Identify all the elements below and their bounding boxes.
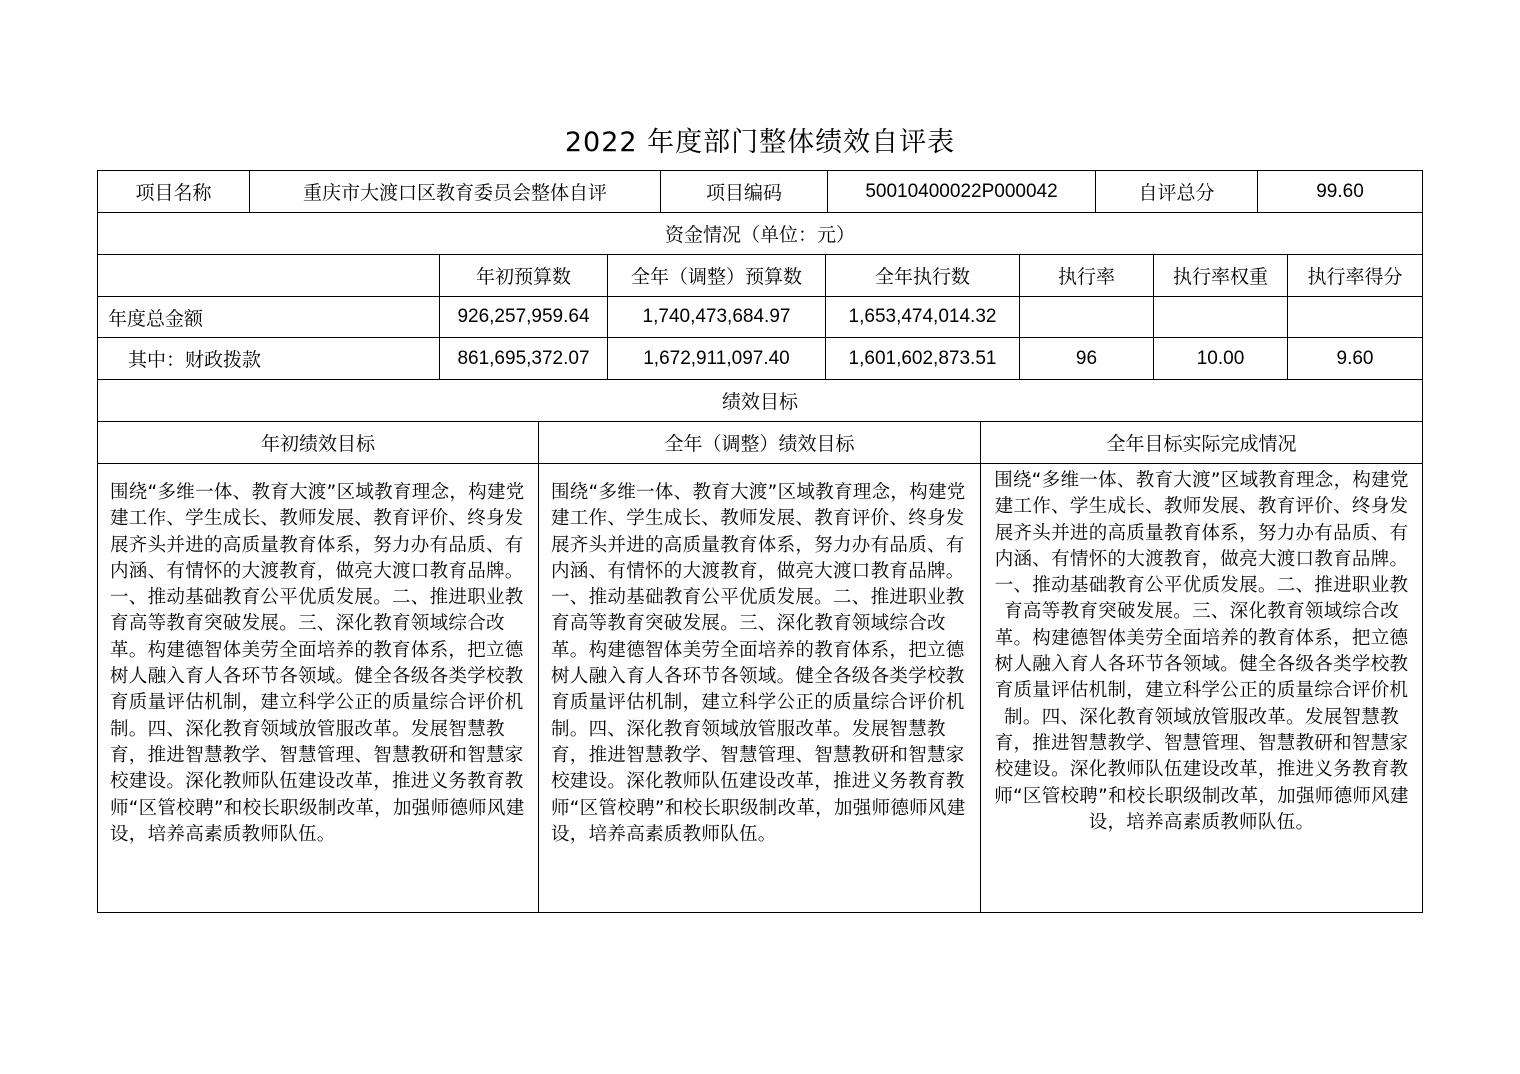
project-code-label: 项目编码 [661,171,828,213]
project-name-value: 重庆市大渡口区教育委员会整体自评 [250,171,661,213]
row-fiscal-adjusted: 1,672,911,097.40 [608,338,826,380]
goals-section-title: 绩效目标 [98,380,1422,422]
col-weight: 执行率权重 [1154,255,1288,297]
funds-corner [98,255,440,297]
col-adjusted-goal: 全年（调整）绩效目标 [539,422,981,464]
initial-goal-text: 围绕“多维一体、教育大渡”区域教育理念，构建党建工作、学生成长、教师发展、教育评价、终身发展齐头并进的高质量教育体系，努力办有品质、有内涵、有情怀的大渡教育，做亮大渡口教育品牌。一、推动基础教育公平优质发展。二、推进职业教育高等教育突破发展。三、深化教育领域综合改革。构建德智体美劳全面培养的教育体系，把立德树人融入育人各环节各领域。健全各级各类学校教育质量评估机制，建立科学公正的质量综合评价机制。四、深化教育领域放管服改革。发展智慧教育，推进智慧教学、智慧管理、智慧教研和智慧家校建设。深化教师队伍建设改革，推进义务教育教师“区管校聘”和校长职级制改革，加强师德师风建设，培养高素质教师队伍。 [98,464,539,912]
row-total-initial: 926,257,959.64 [440,297,608,338]
row-total-executed: 1,653,474,014.32 [826,297,1020,338]
row-fiscal-label: 其中：财政拨款 [98,338,440,380]
actual-completion-text: 围绕“多维一体、教育大渡”区域教育理念，构建党建工作、学生成长、教师发展、教育评价、终身发展齐头并进的高质量教育体系，努力办有品质、有内涵、有情怀的大渡教育，做亮大渡口教育品牌。一、推动基础教育公平优质发展。二、推进职业教育高等教育突破发展。三、深化教育领域综合改革。构建德智体美劳全面培养的教育体系，把立德树人融入育人各环节各领域。健全各级各类学校教育质量评估机制，建立科学公正的质量综合评价机制。四、深化教育领域放管服改革。发展智慧教育，推进智慧教学、智慧管理、智慧教研和智慧家校建设。深化教师队伍建设改革，推进义务教育教师“区管校聘”和校长职级制改革，加强师德师风建设，培养高素质教师队伍。 [994,470,1409,833]
row-fiscal-rate: 96 [1020,338,1154,380]
project-name-label: 项目名称 [98,171,250,213]
evaluation-table [97,170,1423,913]
row-fiscal-weight: 10.00 [1154,338,1288,380]
row-total-adjusted: 1,740,473,684.97 [608,297,826,338]
col-initial-goal: 年初绩效目标 [98,422,539,464]
row-total-weight [1154,297,1288,338]
col-executed: 全年执行数 [826,255,1020,297]
row-fiscal-initial: 861,695,372.07 [440,338,608,380]
score-value: 99.60 [1258,171,1422,213]
col-initial-budget: 年初预算数 [440,255,608,297]
row-fiscal-score: 9.60 [1288,338,1422,380]
row-fiscal-executed: 1,601,602,873.51 [826,338,1020,380]
row-total-label: 年度总金额 [98,297,440,338]
funds-section-title: 资金情况（单位：元） [98,213,1422,255]
col-adjusted-budget: 全年（调整）预算数 [608,255,826,297]
page-title: 2022 年度部门整体绩效自评表 [564,127,956,158]
row-total-rate [1020,297,1154,338]
col-actual-completion: 全年目标实际完成情况 [981,422,1422,464]
col-rate: 执行率 [1020,255,1154,297]
project-code-value: 50010400022P000042 [828,171,1096,213]
row-total-score [1288,297,1422,338]
score-label: 自评总分 [1096,171,1258,213]
adjusted-goal-text: 围绕“多维一体、教育大渡”区域教育理念，构建党建工作、学生成长、教师发展、教育评价、终身发展齐头并进的高质量教育体系，努力办有品质、有内涵、有情怀的大渡教育，做亮大渡口教育品牌。一、推动基础教育公平优质发展。二、推进职业教育高等教育突破发展。三、深化教育领域综合改革。构建德智体美劳全面培养的教育体系，把立德树人融入育人各环节各领域。健全各级各类学校教育质量评估机制，建立科学公正的质量综合评价机制。四、深化教育领域放管服改革。发展智慧教育，推进智慧教学、智慧管理、智慧教研和智慧家校建设。深化教师队伍建设改革，推进义务教育教师“区管校聘”和校长职级制改革，加强师德师风建设，培养高素质教师队伍。 [539,464,981,912]
col-score: 执行率得分 [1288,255,1422,297]
